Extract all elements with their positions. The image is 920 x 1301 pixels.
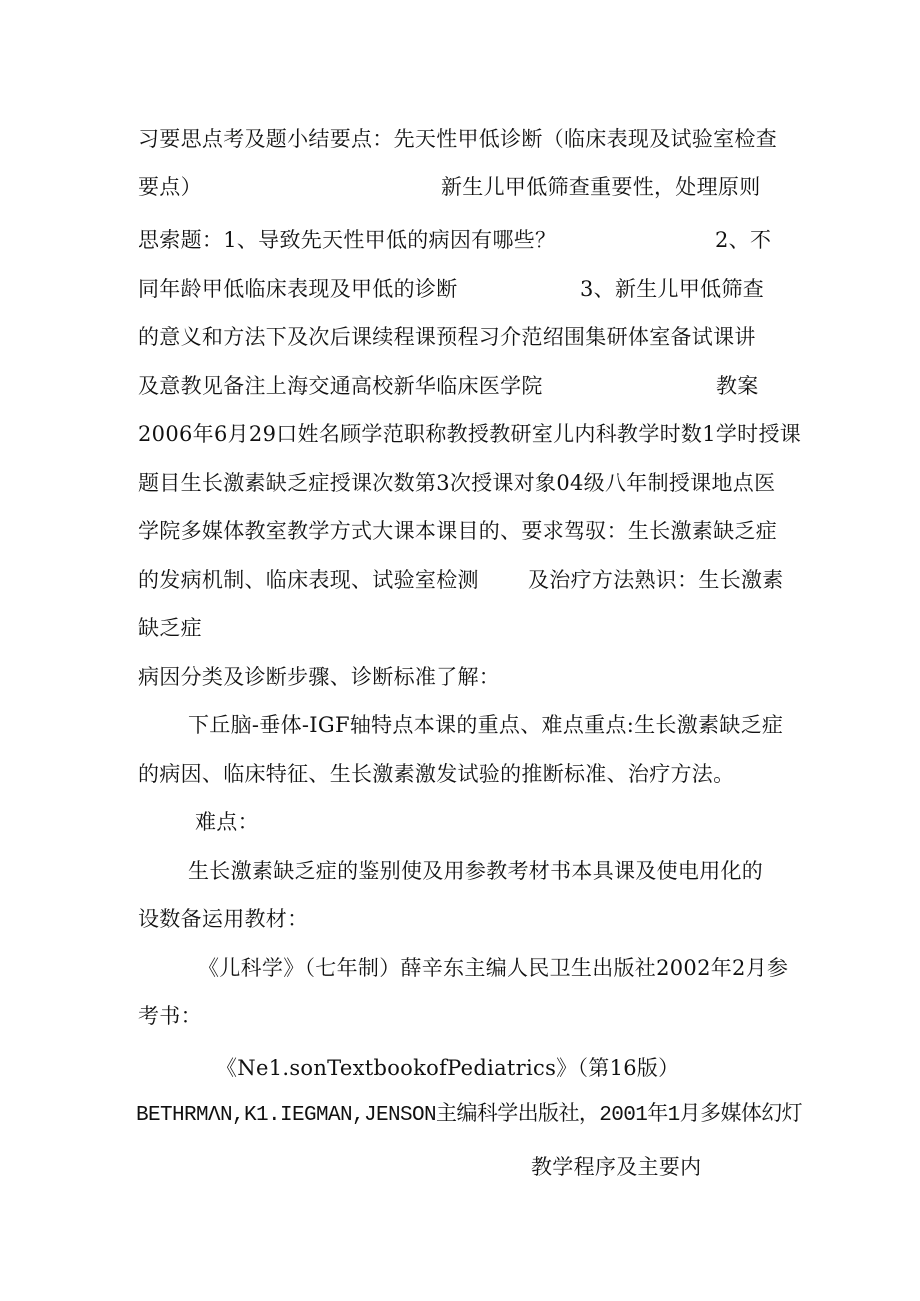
text-line: 同年龄甲低临床表现及甲低的诊断 (138, 277, 458, 301)
text-line: 设数备运用教材： (138, 907, 309, 931)
text-line: 难点： (195, 810, 259, 834)
text-line: 缺乏症 (138, 616, 202, 640)
text-line: 生长激素缺乏症的鉴别使及用参教考材书本具课及使电用化的 (188, 859, 764, 883)
text-line: 考书： (138, 1004, 202, 1028)
text-line: 的意义和方法下及次后课续程课预程习介范绍围集研体室备试课讲 (138, 325, 756, 349)
text-line: 的发病机制、临床表现、试验室检测 (138, 568, 479, 592)
text-line: 及治疗方法熟识：生长激素 (528, 568, 784, 592)
text-line: 3、新生儿甲低筛查 (580, 277, 765, 301)
text-line: 及意教见备注上海交通高校新华临床医学院 (138, 374, 543, 398)
text-line: 病因分类及诊断步骤、诊断标准了解： (138, 665, 501, 689)
text-line: 《Ne1.sonTextbookofPediatrics》（第16版） (216, 1056, 680, 1080)
text-line: BETHRMΛN,K1.IEGMAN,JENSON主编科学出版社，2001年1月多媒体幻灯 (136, 1104, 803, 1127)
text-line: 习要思点考及题小结要点：先天性甲低诊断（临床表现及试验室检查 (138, 127, 777, 151)
text-line: 教学程序及主要内 (531, 1155, 702, 1179)
text-line: 下丘脑-垂体-IGF轴特点本课的重点、难点重点:生长激素缺乏症 (188, 713, 784, 737)
text-line: 思索题：1、导致先天性甲低的病因有哪些？ (138, 228, 557, 252)
text-line: 的病因、临床特征、生长激素激发试验的推断标准、治疗方法。 (138, 762, 735, 786)
text-line: 学院多媒体教室教学方式大课本课目的、要求驾驭：生长激素缺乏症 (138, 519, 777, 543)
text-line: 《儿科学》（七年制）薛辛东主编人民卫生出版社2002年2月参 (198, 956, 789, 980)
text-line: 教案 (716, 374, 759, 398)
text-line: 要点） (138, 175, 202, 199)
text-line: 新生儿甲低筛查重要性，处理原则 (441, 175, 761, 199)
text-line: 2006年6月29口姓名顾学范职称教授教研室儿内科教学时数1学时授课 (138, 422, 802, 446)
text-line: 2、不 (715, 228, 772, 252)
text-line: 题目生长激素缺乏症授课次数第3次授课对象04级八年制授课地点医 (138, 471, 776, 495)
